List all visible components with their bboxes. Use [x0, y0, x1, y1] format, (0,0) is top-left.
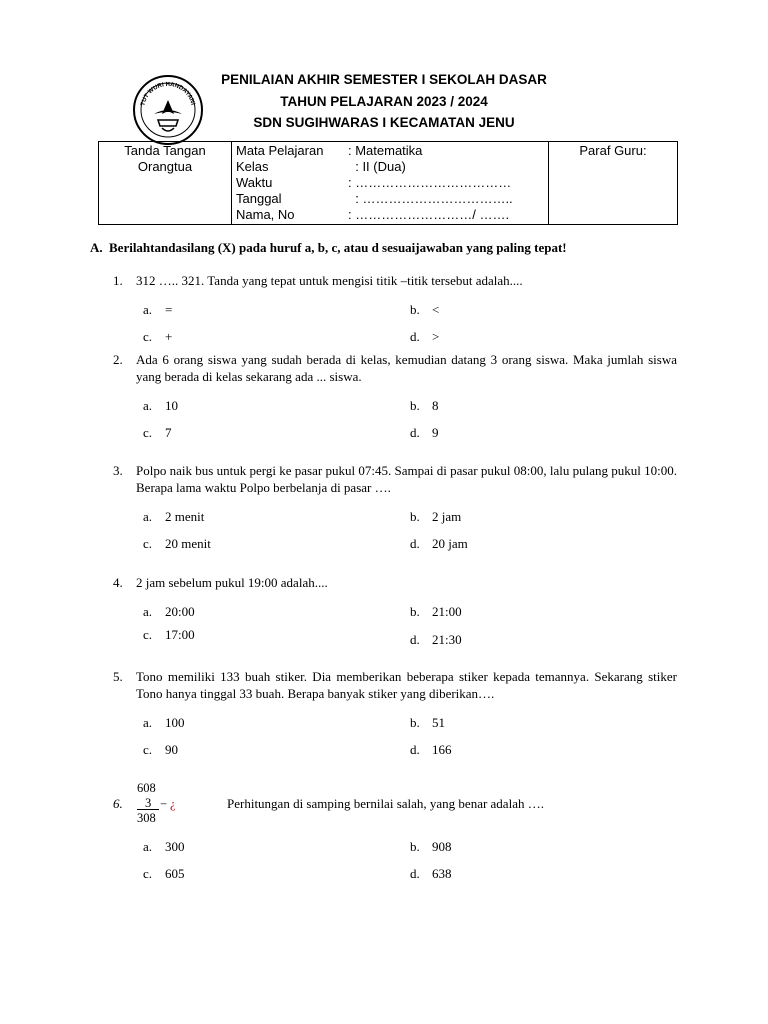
option-6c[interactable]: c. 605	[143, 866, 185, 881]
option-3a[interactable]: a. 2 menit	[143, 509, 205, 524]
field-date: Tanggal : ……………………………..	[236, 191, 513, 206]
expr-bottom: 308	[137, 811, 156, 825]
expr-top: 608	[137, 781, 156, 795]
field-subject: Mata Pelajaran : Matematika	[236, 143, 423, 158]
option-3d[interactable]: d. 20 jam	[410, 536, 468, 551]
option-6a[interactable]: a. 300	[143, 839, 185, 854]
option-2a[interactable]: a. 10	[143, 398, 178, 413]
option-2b[interactable]: b. 8	[410, 398, 439, 413]
svg-text:TUT WURI HANDAYANI: TUT WURI HANDAYANI	[140, 81, 196, 107]
exam-title: PENILAIAN AKHIR SEMESTER I SEKOLAH DASAR	[221, 72, 547, 87]
option-3c[interactable]: c. 20 menit	[143, 536, 211, 551]
option-1c[interactable]: c. +	[143, 329, 173, 344]
option-4a[interactable]: a. 20:00	[143, 604, 195, 619]
school-year: TAHUN PELAJARAN 2023 / 2024	[280, 94, 488, 109]
option-3b[interactable]: b. 2 jam	[410, 509, 462, 524]
option-5a[interactable]: a. 100	[143, 715, 185, 730]
option-2d[interactable]: d. 9	[410, 425, 439, 440]
student-info-table	[98, 141, 678, 225]
option-1b[interactable]: b. <	[410, 302, 440, 317]
option-6b[interactable]: b. 908	[410, 839, 452, 854]
option-1d[interactable]: d. >	[410, 329, 440, 344]
subject-info-cell	[232, 142, 549, 225]
field-name: Nama, No : ………………………/ …….	[236, 207, 510, 222]
expr-minus: −	[160, 797, 168, 811]
expr-mark: ¿	[170, 797, 176, 811]
option-4b[interactable]: b. 21:00	[410, 604, 462, 619]
question-6-text: Perhitungan di samping bernilai salah, yang benar adalah ….	[227, 796, 544, 811]
teacher-initial-cell: Paraf Guru:	[549, 142, 678, 225]
parent-signature-cell: Tanda Tangan Orangtua	[99, 142, 232, 225]
expr-mid: 3	[145, 796, 152, 810]
option-5d[interactable]: d. 166	[410, 742, 452, 757]
option-1a[interactable]: a. =	[143, 302, 173, 317]
option-5b[interactable]: b. 51	[410, 715, 445, 730]
section-a-instruction: A. Berilahtandasilang (X) pada huruf a, b, c, atau d sesuaijawaban yang paling tepat!	[90, 240, 567, 255]
option-4c[interactable]: c. 17:00	[143, 627, 195, 642]
option-4d[interactable]: d. 21:30	[410, 632, 462, 647]
option-6d[interactable]: d. 638	[410, 866, 452, 881]
field-class: Kelas : II (Dua)	[236, 159, 406, 174]
option-2c[interactable]: c. 7	[143, 425, 172, 440]
option-5c[interactable]: c. 90	[143, 742, 178, 757]
field-time: Waktu : ………………………………	[236, 175, 512, 190]
school-name: SDN SUGIHWARAS I KECAMATAN JENU	[253, 115, 515, 130]
